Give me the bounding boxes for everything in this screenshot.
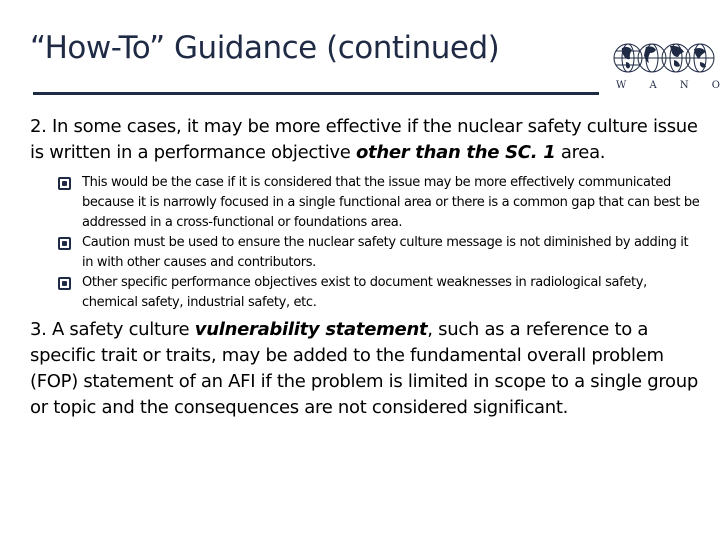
checkbox-bullet-icon [58, 237, 71, 250]
checkbox-bullet-icon [58, 277, 71, 290]
item-3-paragraph [30, 317, 700, 421]
item-3-emphasis: vulnerability statement [194, 319, 428, 340]
logo-letter: A [649, 80, 657, 91]
list-item [58, 173, 700, 233]
item-2-lead: 2. In some cases, it may be more effective if the nuclear safety culture issue is written in a performance objective [30, 116, 698, 163]
title-underline [33, 92, 599, 95]
bullet-text: Other specific performance objectives exist to document weaknesses in radiological safety, chemical safety, industrial safety, etc. [82, 275, 647, 310]
logo-wordmark [616, 80, 720, 91]
item-2-emphasis: other than the SC. 1 [355, 142, 556, 163]
list-item [58, 233, 700, 273]
logo-letter: W [616, 80, 627, 91]
item-2-paragraph [30, 114, 700, 166]
list-item [58, 273, 700, 313]
bullet-text: This would be the case if it is considered that the issue may be more effectively communicated because it is narrowly focused in a single functional area or there is a common gap that can best be addressed in a cross-functional or foundations area. [82, 175, 700, 230]
checkbox-bullet-icon [58, 177, 71, 190]
item-3-lead: 3. A safety culture [30, 319, 195, 340]
item-3-tail: , such as a reference to a specific trait or traits, may be added to the fundamental overall problem (FOP) statement of an AFI if the problem is limited in scope to a single group or topic and the consequences are not considered significant. [30, 319, 698, 418]
world-globe-icon [612, 38, 716, 78]
slide-body [30, 114, 700, 421]
bullet-text: Caution must be used to ensure the nuclear safety culture message is not diminished by adding it in with other causes and contributors. [82, 235, 689, 270]
sub-bullet-list [30, 173, 700, 313]
wano-logo [610, 38, 720, 100]
logo-letter: O [711, 80, 720, 91]
slide-title: “How-To” Guidance (continued) [30, 30, 500, 66]
item-2-tail: area. [555, 142, 606, 163]
logo-letter: N [679, 80, 689, 91]
